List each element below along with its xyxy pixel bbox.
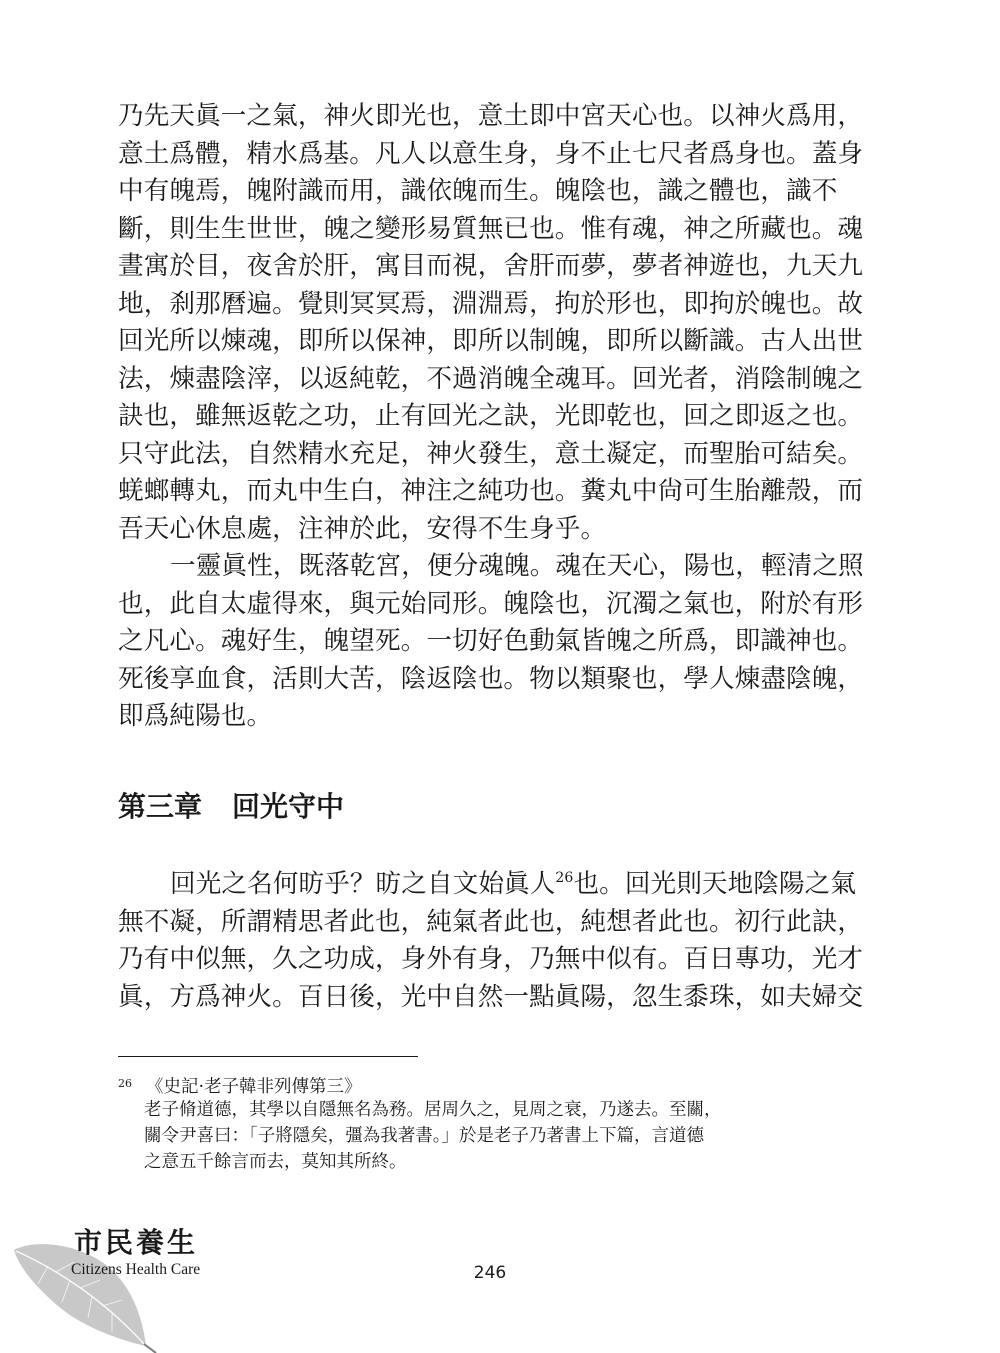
line-text: 回光之名何昉乎？昉之自文始眞人 xyxy=(170,869,556,899)
footnote xyxy=(118,1071,852,1175)
body-line: 蜣螂轉丸，而丸中生白，神注之純功也。糞丸中尙可生胎離殼，而 xyxy=(118,476,864,506)
body-line: 乃先天眞一之氣，神火即光也，意土即中宮天心也。以神火爲用， xyxy=(118,101,864,131)
footnote-divider xyxy=(118,1056,418,1057)
footnote-line: 老子脩道德，其學以自隱無名為務。居周久之，見周之衰，乃遂去。至關， xyxy=(144,1100,722,1120)
body-line: 只守此法，自然精水充足，神火發生，意土凝定，而聖胎可結矣。 xyxy=(118,438,864,469)
body-line: 吾天心休息處，注神於此，安得不生身乎。 xyxy=(118,513,607,544)
body-line: 法，煉盡陰滓，以返純乾，不過消魄全魂耳。回光者，消陰制魄之 xyxy=(118,363,864,394)
line-text: 也。回光則天地陰陽之氣 xyxy=(573,869,857,899)
chapter-heading xyxy=(118,787,344,827)
paragraph-start-line xyxy=(118,866,857,904)
body-line: 回光所以煉魂，即所以保神，即所以制魄，即所以斷識。古人出世 xyxy=(118,326,864,356)
chapter-number: 第三章 xyxy=(118,790,203,823)
page-number: 246 xyxy=(473,1263,507,1283)
footnote-number: 26 xyxy=(118,1077,132,1090)
body-line: 意土爲體，精水爲基。凡人以意生身，身不止七尺者爲身也。蓋身 xyxy=(118,138,864,169)
leaf-stem xyxy=(144,1344,156,1353)
footnote-source: 《史記·老子韓非列傳第三》 xyxy=(146,1077,362,1097)
body-line: 地，刹那曆遍。覺則冥冥焉，淵淵焉，拘於形也，即拘於魄也。故 xyxy=(118,288,864,319)
body-text xyxy=(118,98,864,736)
brand-title: 市民養生 xyxy=(74,1226,199,1259)
footnote-heading-line xyxy=(118,1071,852,1097)
body-line: 斷，則生生世世，魄之變形易質無已也。惟有魂，神之所藏也。魂 xyxy=(118,213,864,244)
footnote-reference[interactable]: 26 xyxy=(555,870,574,886)
body-line: 晝寓於目，夜舍於肝，寓目而視，舍肝而夢，夢者神遊也，九天九 xyxy=(118,251,864,281)
footnote-line: 之意五千餘言而去，莫知其所終。 xyxy=(144,1152,407,1172)
body-line: 訣也，雖無返乾之功，止有回光之訣，光即乾也，回之即返之也。 xyxy=(118,401,864,431)
body-line: 即爲純陽也。 xyxy=(118,701,273,731)
body-line: 乃有中似無，久之功成，身外有身，乃無中似有。百日專功，光才 xyxy=(118,944,864,974)
brand-subtitle: Citizens Health Care xyxy=(71,1261,201,1278)
body-line: 也，此自太虛得來，與元始同形。魄陰也，沉濁之氣也，附於有形 xyxy=(118,588,864,619)
paragraph-start-line: 一靈眞性，既落乾宮，便分魂魄。魂在天心，陽也，輕清之照 xyxy=(170,551,864,581)
brand-mark xyxy=(71,1226,201,1280)
chapter-title: 回光守中 xyxy=(232,790,345,823)
body-line: 死後享血食，活則大苦，陰返陰也。物以類聚也，學人煉盡陰魄， xyxy=(118,663,864,694)
body-line: 之凡心。魂好生，魄望死。一切好色動氣皆魄之所爲，即識神也。 xyxy=(118,626,864,656)
body-line: 眞，方爲神火。百日後，光中自然一點眞陽，忽生黍珠，如夫婦交 xyxy=(118,981,864,1012)
footnote-line: 關令尹喜曰：「子將隱矣，彊為我著書。」於是老子乃著書上下篇，言道德 xyxy=(144,1126,704,1146)
body-line: 中有魄焉，魄附識而用，識依魄而生。魄陰也，識之體也，識不 xyxy=(118,176,838,206)
body-line: 無不凝，所謂精思者此也，純氣者此也，純想者此也。初行此訣， xyxy=(118,906,864,937)
chapter-body-text xyxy=(118,866,864,1016)
